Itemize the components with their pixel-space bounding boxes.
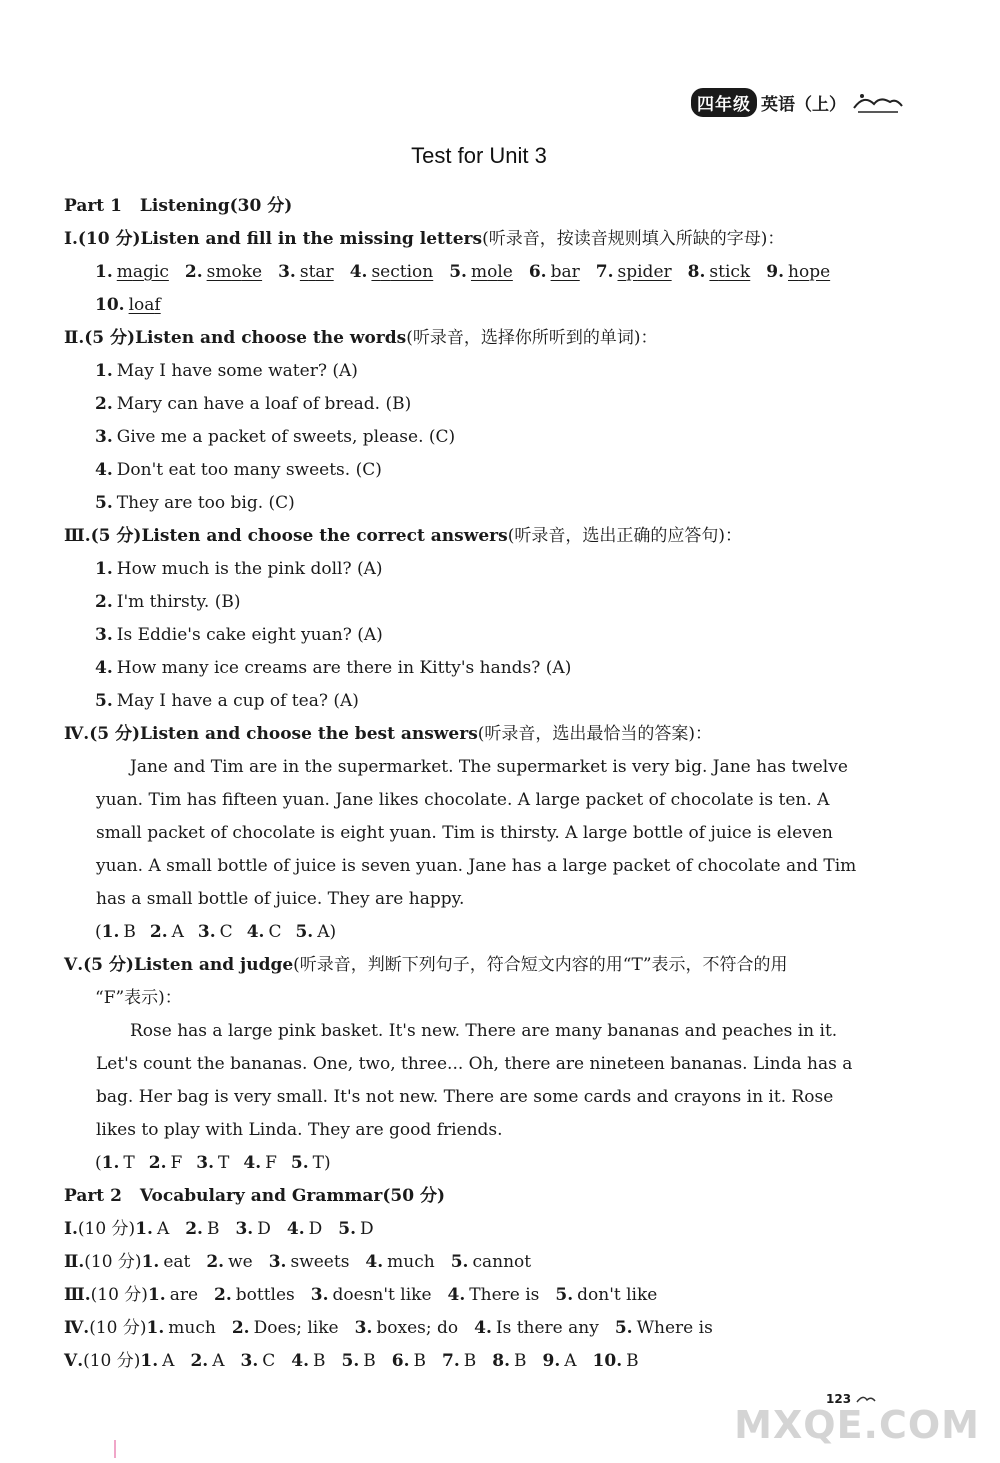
section-4-heading: Ⅳ.(5 分)Listen and choose the best answers(听录音，选出最恰当的答案)： [64,724,713,744]
missing-letter: a [132,262,144,282]
answer-number: 7. [442,1351,460,1371]
answer-value: Does; like [253,1318,339,1338]
row-score: (10 分) [77,1219,136,1239]
item-number: 1. [95,361,113,381]
answer-value: A [156,1219,170,1239]
answer-value: we [228,1252,253,1272]
item-number: 2. [95,592,113,612]
letter-item [95,289,161,322]
page-header [691,86,904,118]
answer-value: eat [163,1252,191,1272]
answer-value: B [313,1351,326,1371]
watermark: MXQE.COM [734,1403,980,1447]
answer-number: 2. [214,1285,232,1305]
missing-letter: t [718,262,725,282]
answer-number: 5. [450,1252,469,1272]
answer-value: There is [469,1285,540,1305]
answer-value: doesn't like [332,1285,432,1305]
item-number: 6. [528,262,547,282]
letter-item [278,256,334,289]
passage-text [64,751,914,916]
answer-number: 4. [447,1285,466,1305]
answer-number: 1. [146,1318,165,1338]
answer-number: 5. [341,1351,360,1371]
answer-item [64,388,914,421]
missing-letter: o [487,262,498,282]
answer-value: don't like [577,1285,658,1305]
letter-item [529,256,580,289]
letter-item [766,256,830,289]
answer-value: D [257,1219,271,1239]
answer-value: B [514,1351,527,1371]
letter-item [596,256,672,289]
answer-value: cannot [472,1252,532,1272]
item-number: 10. [95,295,125,315]
item-number: 1. [95,262,113,282]
answer-number: 2. [185,1219,203,1239]
item-text: Mary can have a loaf of bread. (B) [116,394,412,414]
item-text: I'm thirsty. (B) [116,592,241,612]
answer-item [64,619,914,652]
section-3-items [64,553,914,718]
page-title: Test for Unit 3 [411,143,547,168]
item-text: How much is the pink doll? (A) [116,559,383,579]
answer-number: 5. [338,1219,356,1239]
row-number: Ⅳ. [64,1318,90,1338]
letter-item [350,256,434,289]
section-5-passage [64,1015,914,1147]
word-prefix: s [709,262,719,282]
missing-letter: p [626,262,638,282]
answer-item [64,586,914,619]
passage-line: Jane and Tim are in the supermarket. The supermarket is very big. Jane has twelve [130,757,848,777]
item-number: 9. [766,262,784,282]
word-prefix: s [617,262,627,282]
answer-item [64,454,914,487]
item-text: May I have some water? (A) [116,361,358,381]
item-number: 2. [184,262,203,282]
answer-value: A [162,1351,175,1371]
passage-line: has a small bottle of juice. They are happy. [96,889,465,909]
answer-number: 3. [196,1153,215,1173]
item-word [129,295,161,315]
answer-number: 2. [190,1351,209,1371]
row-score: (10 分) [89,1318,147,1338]
word-suffix: ider [637,262,672,282]
answer-value: B [206,1219,220,1239]
missing-letter: e [380,262,391,282]
answer-value: sweets [290,1252,350,1272]
answer-number: 4. [286,1219,305,1239]
word-suffix: ke [241,262,263,282]
answer-content [64,190,914,1378]
word-prefix: s [299,262,309,282]
passage-line: yuan. Tim has fifteen yuan. Jane likes chocolate. A large packet of chocolate is ten. A [96,790,830,810]
answer-number: 4. [291,1351,309,1371]
passage-line: yuan. A small bottle of juice is seven yuan. Jane has a large packet of chocolate and Tim [96,856,857,876]
subject-label: 英语（上） [761,94,846,115]
answer-number: 4. [246,922,265,942]
grade-badge: 四年级 [691,88,757,117]
word-suffix: ar [315,262,334,282]
passage-line: likes to play with Linda. They are good friends. [96,1120,503,1140]
item-text: They are too big. (C) [116,493,295,513]
part2-heading [64,1180,914,1213]
word-prefix: loa [128,295,155,315]
answer-number: 4. [474,1318,492,1338]
answer-value: A [171,922,184,942]
answer-value: Where is [636,1318,713,1338]
word-prefix: m [470,262,488,282]
answer-item [64,685,914,718]
item-word [788,262,830,282]
answer-number: 8. [492,1351,510,1371]
item-text: Don't eat too many sweets. (C) [116,460,382,480]
answer-number: 5. [614,1318,633,1338]
answer-number: 2. [148,1153,167,1173]
item-number: 3. [278,262,296,282]
item-word [207,262,262,282]
section-1-heading: Ⅰ.(10 分)Listen and fill in the missing letters(听录音，按读音规则填入所缺的字母)： [64,229,785,249]
answer-value: C [268,922,282,942]
letter-item [449,256,513,289]
passage-line: Rose has a large pink basket. It's new. There are many bananas and peaches in it. [130,1021,838,1041]
bird-decoration-icon [850,88,904,116]
item-text: Is Eddie's cake eight yuan? (A) [116,625,383,645]
passage-line: bag. Her bag is very small. It's not new. There are some cards and crayons in it. Rose [96,1087,834,1107]
part2-row [64,1246,914,1279]
answer-number: 2. [149,922,168,942]
answer-number: 9. [542,1351,561,1371]
item-text: May I have a cup of tea? (A) [116,691,359,711]
answer-value: T [218,1153,230,1173]
row-score: (10 分) [90,1285,148,1305]
part2-name: Vocabulary and Grammar(50 分) [139,1186,445,1206]
item-word [300,262,334,282]
answer-value: D [360,1219,374,1239]
section-4-passage [64,751,914,916]
answer-number: 3. [310,1285,329,1305]
part2-row [64,1312,914,1345]
answer-number: 2. [231,1318,250,1338]
part2-row [64,1279,914,1312]
item-word [371,262,433,282]
answer-number: 3. [354,1318,373,1338]
part2-row [64,1213,914,1246]
item-word [551,262,580,282]
answer-value: C [219,922,233,942]
item-number: 1. [95,559,113,579]
answer-value: Is there any [495,1318,599,1338]
answer-value: B [363,1351,376,1371]
word-suffix: gic [143,262,169,282]
page-number: 123 [826,1392,852,1406]
answer-value: much [168,1318,216,1338]
word-prefix: h [787,262,799,282]
answer-number: 4. [365,1252,384,1272]
row-score: (10 分) [83,1351,141,1371]
answer-item [64,487,914,520]
item-number: 7. [595,262,614,282]
item-number: 5. [95,691,113,711]
missing-letter: f [154,295,161,315]
answer-value: bottles [235,1285,295,1305]
item-number: 2. [95,394,113,414]
item-number: 3. [95,427,113,447]
letter-item [185,256,262,289]
item-text: Give me a packet of sweets, please. (C) [116,427,456,447]
answer-number: 5. [295,922,314,942]
item-number: 5. [95,493,113,513]
item-word [618,262,672,282]
answer-number: 3. [240,1351,259,1371]
answer-value: C [262,1351,276,1371]
answer-number: 3. [235,1219,254,1239]
passage-line: small packet of chocolate is eight yuan. Tim is thirsty. A large bottle of juice is eleven [96,823,833,843]
missing-letter: t [308,262,316,282]
item-word [471,262,513,282]
word-suffix: ick [724,262,751,282]
answer-item [64,553,914,586]
answer-value: B [123,922,136,942]
missing-letter: o [798,262,810,282]
part2-answer-rows [64,1213,914,1378]
item-text: How many ice creams are there in Kitty's hands? (A) [116,658,572,678]
part1-label: Part 1 [64,196,122,216]
answer-number: 1. [140,1351,159,1371]
answer-number: 1. [147,1285,166,1305]
section-5-heading-cont: “F”表示)： [95,988,182,1008]
item-word [117,262,169,282]
answer-number: 6. [391,1351,410,1371]
word-suffix: ction [390,262,434,282]
answer-number: 3. [268,1252,287,1272]
missing-letter: o [231,262,242,282]
answer-number: 3. [197,922,216,942]
word-suffix: pe [809,262,831,282]
answer-value: T [312,1153,325,1173]
passage-line: Let's count the bananas. One, two, three... Oh, there are nineteen bananas. Linda has a [96,1054,853,1074]
row-number: Ⅴ. [64,1351,84,1371]
item-number: 5. [449,262,467,282]
letter-item [688,256,751,289]
answer-number: 1. [101,1153,120,1173]
answer-item [64,355,914,388]
answer-number: 10. [592,1351,623,1371]
item-word [709,262,750,282]
row-score: (10 分) [84,1252,142,1272]
part2-row [64,1345,914,1378]
answer-value: A [564,1351,577,1371]
margin-mark [114,1440,116,1458]
section-4-answers: (1. B 2. A 3. C 4. C 5. A) [95,922,337,942]
item-number: 8. [687,262,706,282]
answer-item [64,421,914,454]
answer-value: B [463,1351,477,1371]
word-prefix: s [371,262,381,282]
part1-name: Listening(30 分) [139,196,293,216]
answer-number: 1. [135,1219,153,1239]
word-prefix: m [116,262,133,282]
answer-value: D [308,1219,323,1239]
word-suffix: ar [561,262,580,282]
answer-value: B [413,1351,426,1371]
part1-heading [64,190,914,223]
word-prefix: sm [206,262,232,282]
section-3-heading: Ⅲ.(5 分)Listen and choose the correct answers(听录音，选出正确的应答句)： [64,526,742,546]
row-number: Ⅰ. [64,1219,78,1239]
answer-value: much [387,1252,435,1272]
item-number: 4. [95,658,113,678]
answer-value: B [626,1351,639,1371]
answer-number: 2. [206,1252,225,1272]
answer-value: F [170,1153,183,1173]
item-number: 3. [95,625,113,645]
section-5-heading: Ⅴ.(5 分)Listen and judge(听录音，判断下列句子，符合短文内容的用“T”表示，不符合的用 [64,955,788,975]
answer-number: 5. [290,1153,309,1173]
answer-number: 5. [555,1285,574,1305]
part2-label: Part 2 [64,1186,122,1206]
section-2-items [64,355,914,520]
letter-items-row [64,256,914,289]
row-number: Ⅱ. [64,1252,85,1272]
missing-letter: b [550,262,562,282]
section-2-heading: Ⅱ.(5 分)Listen and choose the words(听录音，选择你所听到的单词)： [64,328,658,348]
item-number: 4. [349,262,368,282]
section-5-answers: (1. T 2. F 3. T 4. F 5. T) [95,1153,331,1173]
answer-number: 4. [243,1153,262,1173]
answer-item [64,652,914,685]
answer-value: F [265,1153,277,1173]
answer-value: A [317,922,330,942]
letter-items-row [64,289,914,322]
answer-value: are [169,1285,199,1305]
answer-value: boxes; do [376,1318,459,1338]
letter-item [95,256,169,289]
passage-text [64,1015,914,1147]
answer-number: 1. [141,1252,160,1272]
item-number: 4. [95,460,113,480]
answer-value: A [212,1351,225,1371]
word-suffix: le [497,262,513,282]
answer-number: 1. [101,922,120,942]
answer-value: T [123,1153,135,1173]
row-number: Ⅲ. [64,1285,91,1305]
